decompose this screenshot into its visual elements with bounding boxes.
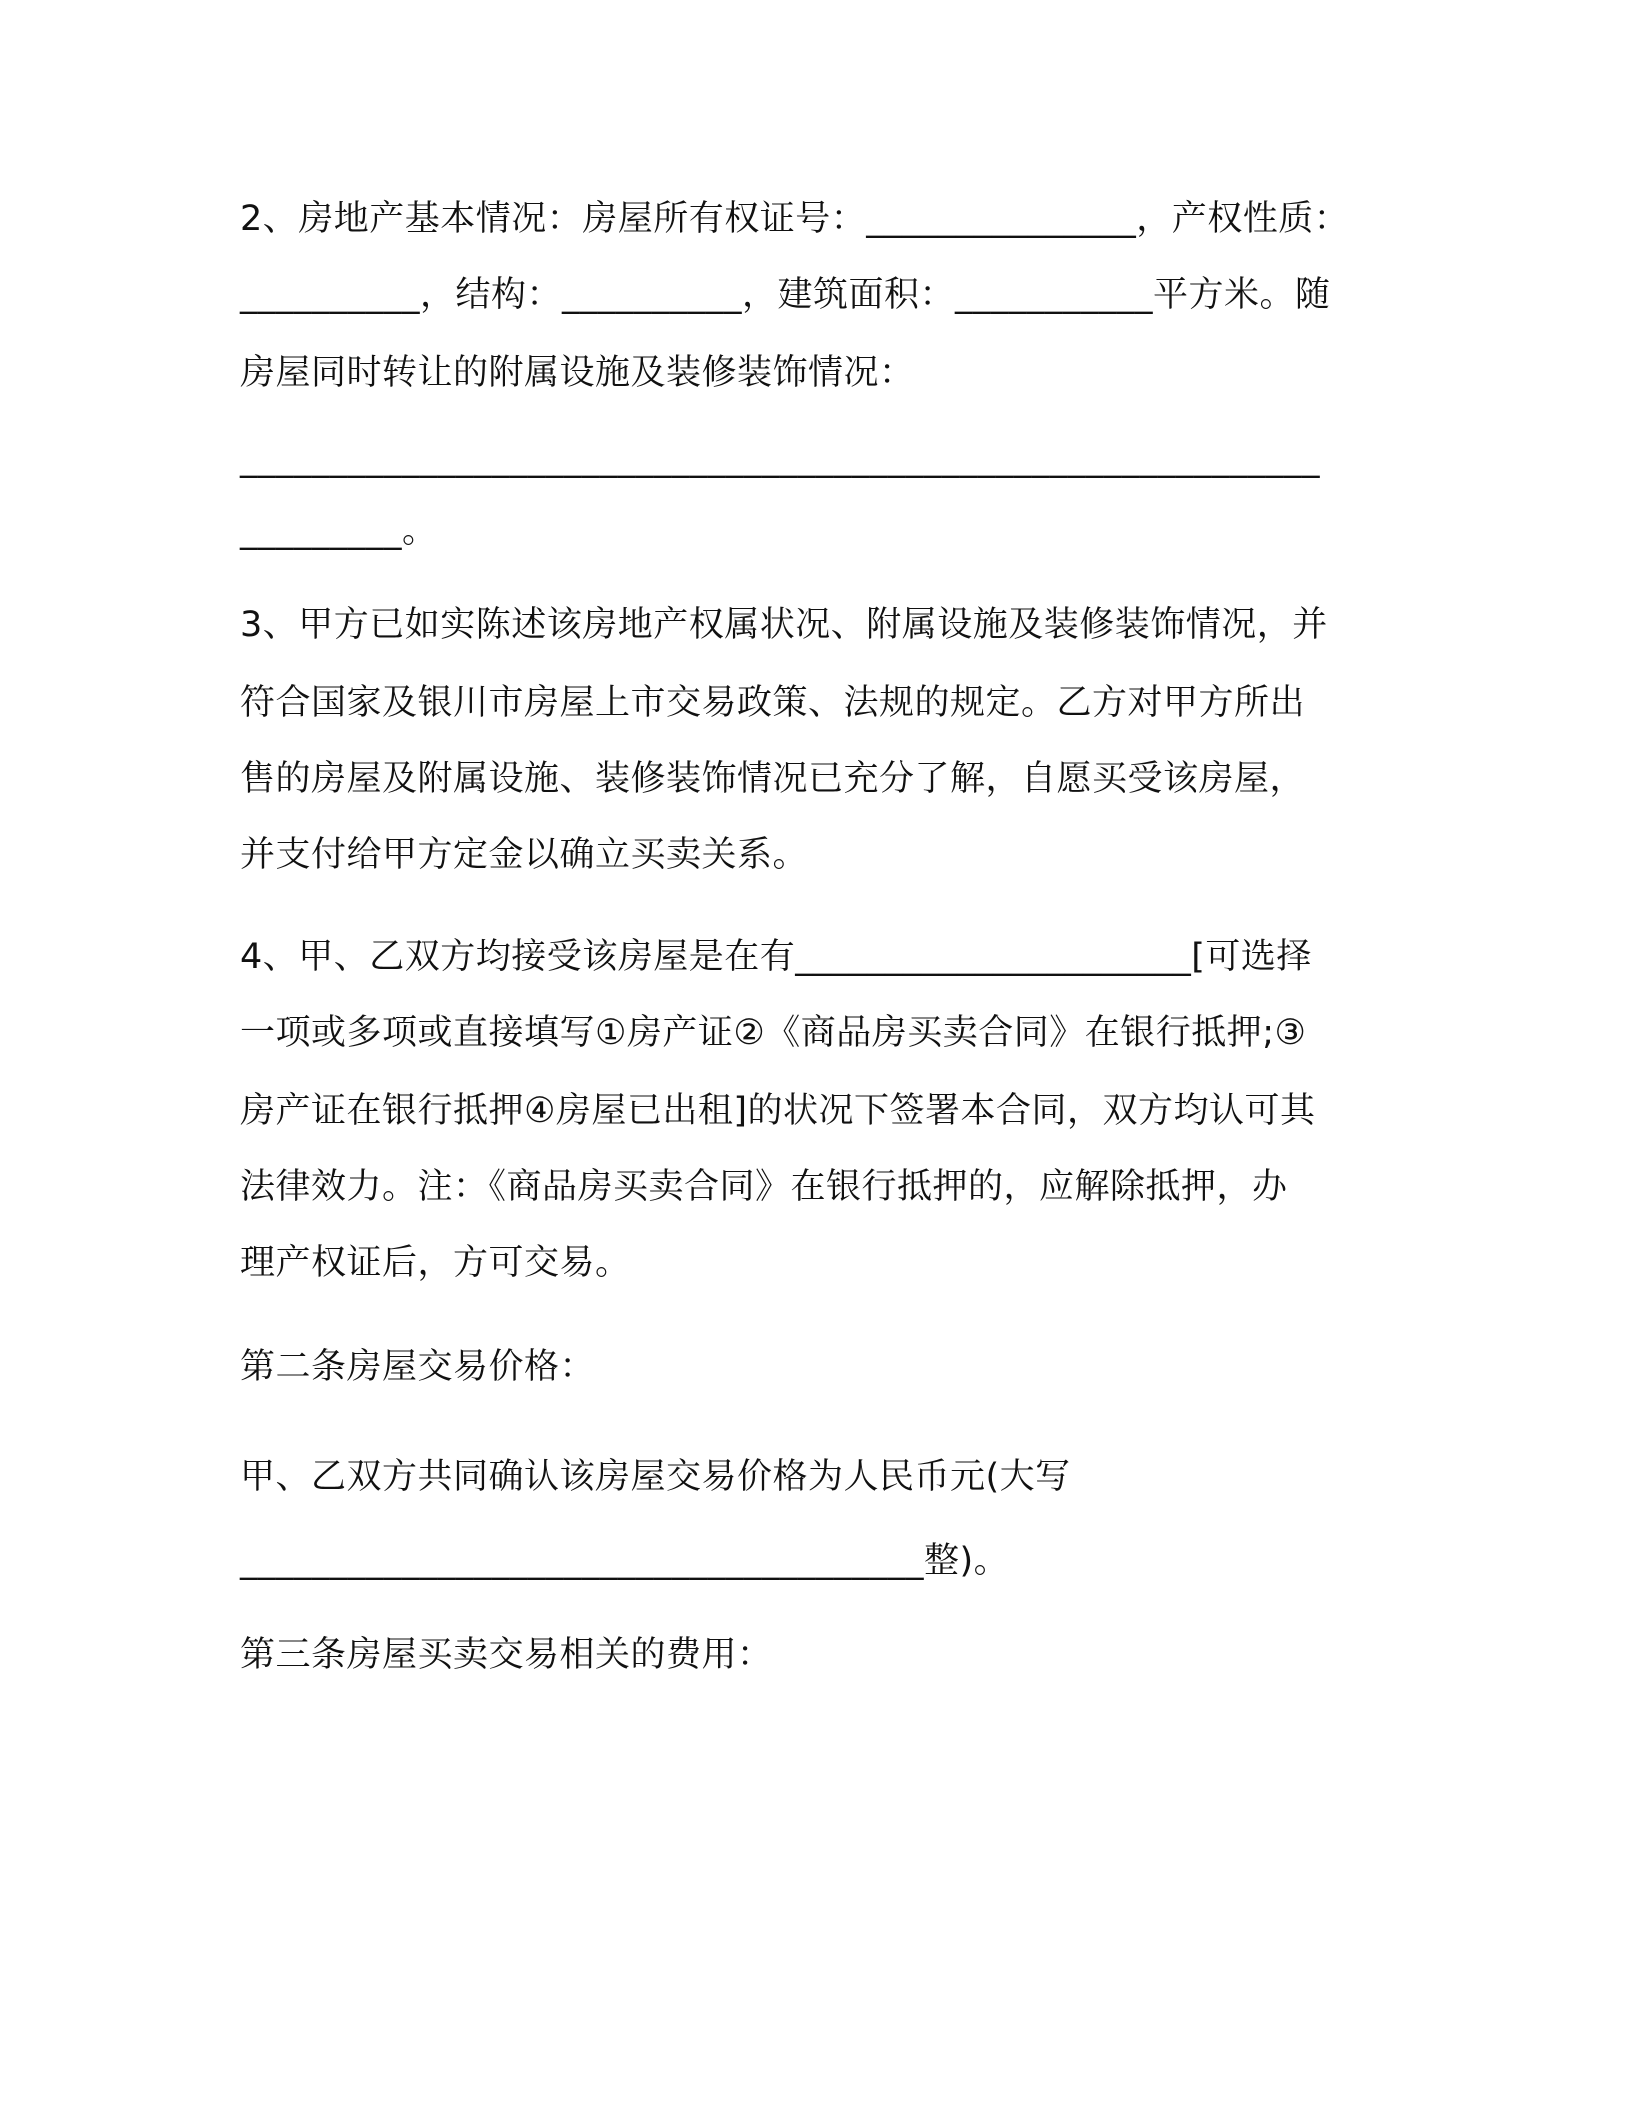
clause-3-line-3: 售的房屋及附属设施、装修装饰情况已充分了解，自愿买受该房屋，: [240, 759, 1306, 799]
clause-2-line-4: ____________________________________________________________: [240, 439, 1320, 479]
clause-3-line-4: 并支付给甲方定金以确立买卖关系。: [240, 835, 809, 875]
clause-4-line-1: 4、甲、乙双方均接受该房屋是在有______________________[可选择: [240, 937, 1312, 977]
article-2-body-line-1: 甲、乙双方共同确认该房屋交易价格为人民币元(大写: [240, 1457, 1071, 1497]
clause-2-line-1: 2、房地产基本情况：房屋所有权证号：_______________，产权性质：: [240, 199, 1350, 239]
clause-4-line-4: 法律效力。注：《商品房买卖合同》在银行抵押的，应解除抵押，办: [240, 1167, 1288, 1207]
clause-4-line-5: 理产权证后，方可交易。: [240, 1243, 631, 1283]
clause-2-line-5: _________。: [240, 511, 438, 551]
clause-2-line-2: __________，结构：__________，建筑面积：___________平方米。随: [240, 275, 1331, 315]
article-3-heading: 第三条房屋买卖交易相关的费用：: [240, 1635, 773, 1675]
clause-3-line-2: 符合国家及银川市房屋上市交易政策、法规的规定。乙方对甲方所出: [240, 683, 1306, 723]
clause-2-line-3: 房屋同时转让的附属设施及装修装饰情况：: [240, 353, 915, 393]
clause-4-line-3: 房产证在银行抵押④房屋已出租]的状况下签署本合同，双方均认可其: [240, 1091, 1316, 1131]
clause-4-line-2: 一项或多项或直接填写①房产证②《商品房买卖合同》在银行抵押;③: [240, 1013, 1307, 1053]
article-2-heading: 第二条房屋交易价格：: [240, 1347, 596, 1387]
article-2-body-line-2: ______________________________________整)。: [240, 1541, 1010, 1581]
clause-3-line-1: 3、甲方已如实陈述该房地产权属状况、附属设施及装修装饰情况，并: [240, 605, 1328, 645]
